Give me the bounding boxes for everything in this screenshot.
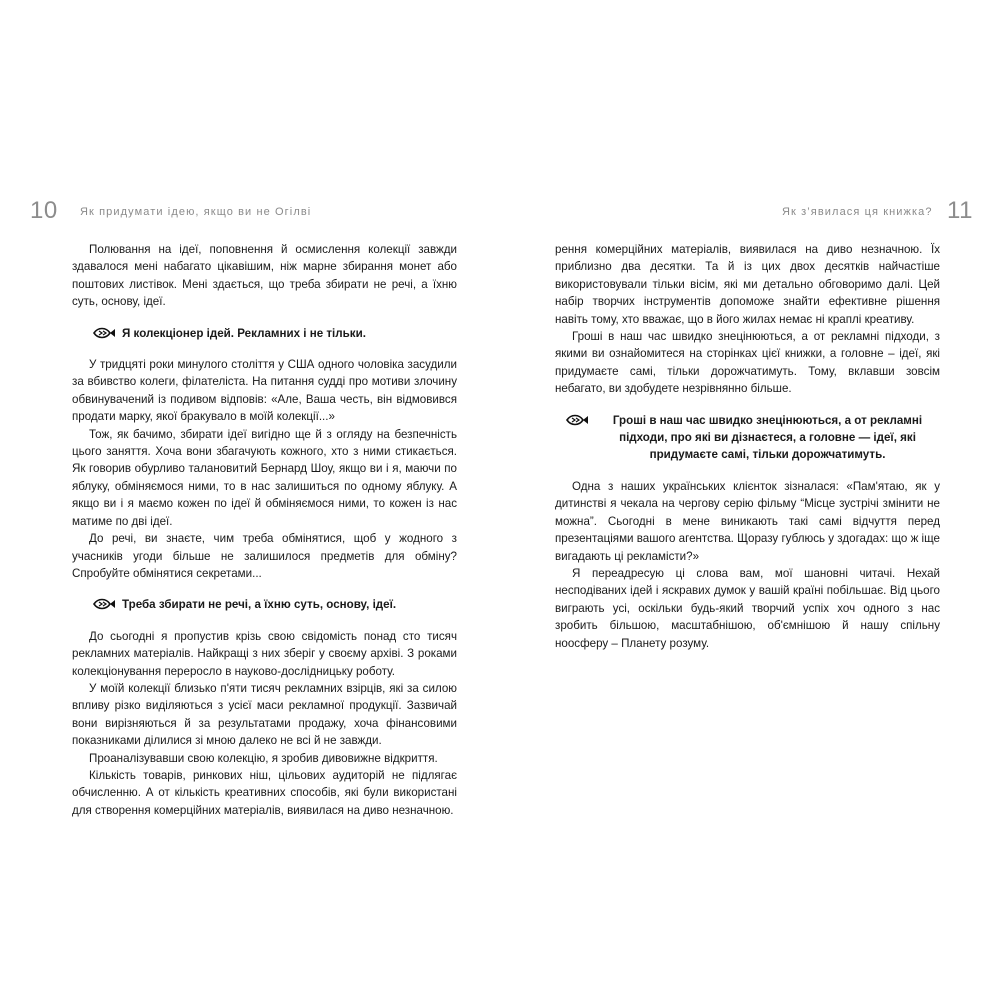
pull-quote-text: Треба збирати не речі, а їхню суть, основу, ідеї. (122, 598, 397, 612)
pull-quote-text: Я колекціонер ідей. Рекламних і не тільки. (122, 326, 366, 340)
paragraph: До речі, ви знаєте, чим треба обмінятися, щоб у жодного з учасників угоди більше не залишилося предметів для обміну? Спробуйте обмінятися секретами... (72, 532, 457, 580)
page-number: 10 (30, 197, 58, 224)
paragraph: Я переадресую ці слова вам, мої шановні читачі. Нехай несподіваних ідей і яскравих думок у вашій країні побільшає. Від цього виграють усі, оскільки будь-який творчий успіх хоч одного з нас зробить більшою, масштабнішою, об'ємнішою й нашу спільну ноосферу – Планету розуму. (555, 566, 940, 650)
paragraph: Полювання на ідеї, поповнення й осмислення колекції завжди здавалося мені набагато цікавішим, ніж марне збирання монет або поштових листівок. Мені здається, що треба збирати не речі, а їхню суть, основу, ідеї. (72, 243, 457, 309)
fish-icon (92, 327, 116, 339)
page-number: 11 (947, 197, 973, 224)
paragraph: Гроші в наш час швидко знецінюються, а от рекламні підходи, з якими ви ознайомитеся на сторінках цієї книжки, а головне – ідеї, які придумаєте самі, тільки дорожчатимуть. Тому, вклавши зовсім небагато, ви здобудете незрівнянно більше. (555, 330, 940, 396)
fish-icon (565, 414, 589, 426)
running-head: Як з’явилася ця книжка? (782, 206, 933, 218)
right-page (500, 0, 1000, 1000)
pull-quote-text: Гроші в наш час швидко знецінюються, а от рекламні підходи, про які ви дізнаєтеся, а головне — ідеї, які придумаєте самі, тільки дорожчатимуть. (612, 413, 923, 462)
pull-quote (92, 596, 457, 613)
fish-icon (92, 598, 116, 610)
pull-quote (565, 412, 940, 464)
pull-quote (92, 325, 457, 342)
paragraph: Кількість товарів, ринкових ніш, цільових аудиторій не підлягає обчисленню. А от кількість креативних способів, які були використані для створення комерційних матеріалів, виявилася на диво незначною. (72, 768, 457, 817)
paragraph: Проаналізувавши свою колекцію, я зробив дивовижне відкриття. (89, 751, 438, 765)
paragraph: Тож, як бачимо, збирати ідеї вигідно ще й з огляду на безпечність цього заняття. Хоча вони збагачують кожного, хто з ними стикається. Як говорив обурливо талановитий Бернард Шоу, якщо ви і я, маючи по яблуку, обміняємося ними, то в нас залишиться по одному яблуку. А якщо ви і я маємо кожен по ідеї й обміняємося ними, то кожен із нас матиме по дві ідеї. (72, 427, 457, 528)
running-head: Як придумати ідею, якщо ви не Огілві (80, 206, 312, 218)
paragraph: До сьогодні я пропустив крізь свою свідомість понад сто тисяч рекламних матеріалів. Найкращі з них зберіг у своєму архіві. З роками колекціонування переросло в науково-дослідницьку роботу. (72, 629, 457, 678)
page-body (555, 241, 940, 652)
paragraph: рення комерційних матеріалів, виявилася на диво незначною. Їх приблизно два десятки. Та й із цих двох десятків найчастіше використовували тільки вісім, які ми детально обговоримо далі. Цей набір творчих інструментів допоможе знайти ефективне рішення навіть тому, хто вважає, що в його жилах немає ні краплі креативу. (555, 243, 940, 326)
paragraph: У моїй колекції близько п'яти тисяч рекламних взірців, які за силою впливу різко виділяються з усієї маси рекламної продукції. Зазвичай вони вирізняються й за результатами продажу, хоча фінансовими показниками ділилися зі мною далеко не всі й не завжди. (72, 681, 457, 748)
paragraph: У тридцяті роки минулого століття у США одного чоловіка засудили за вбивство колеги, філателіста. На питання судді про мотиви злочину обвинувачений із подивом відповів: «Але, Ваша честь, він відмовився продати марку, якої бракувало в моїй колекції...» (72, 358, 457, 424)
page-body (72, 241, 457, 817)
paragraph: Одна з наших українських клієнток зізналася: «Пам'ятаю, як у дитинстві я чекала на чергову серію фільму “Місце зустрічі змінити не можна”. Сьогодні в мене виникають такі самі відчуття перед презентаціями вашого агентства. Щоразу гублюсь у здогадах: що ж іще вигадають ці рекламісти?» (555, 479, 940, 563)
